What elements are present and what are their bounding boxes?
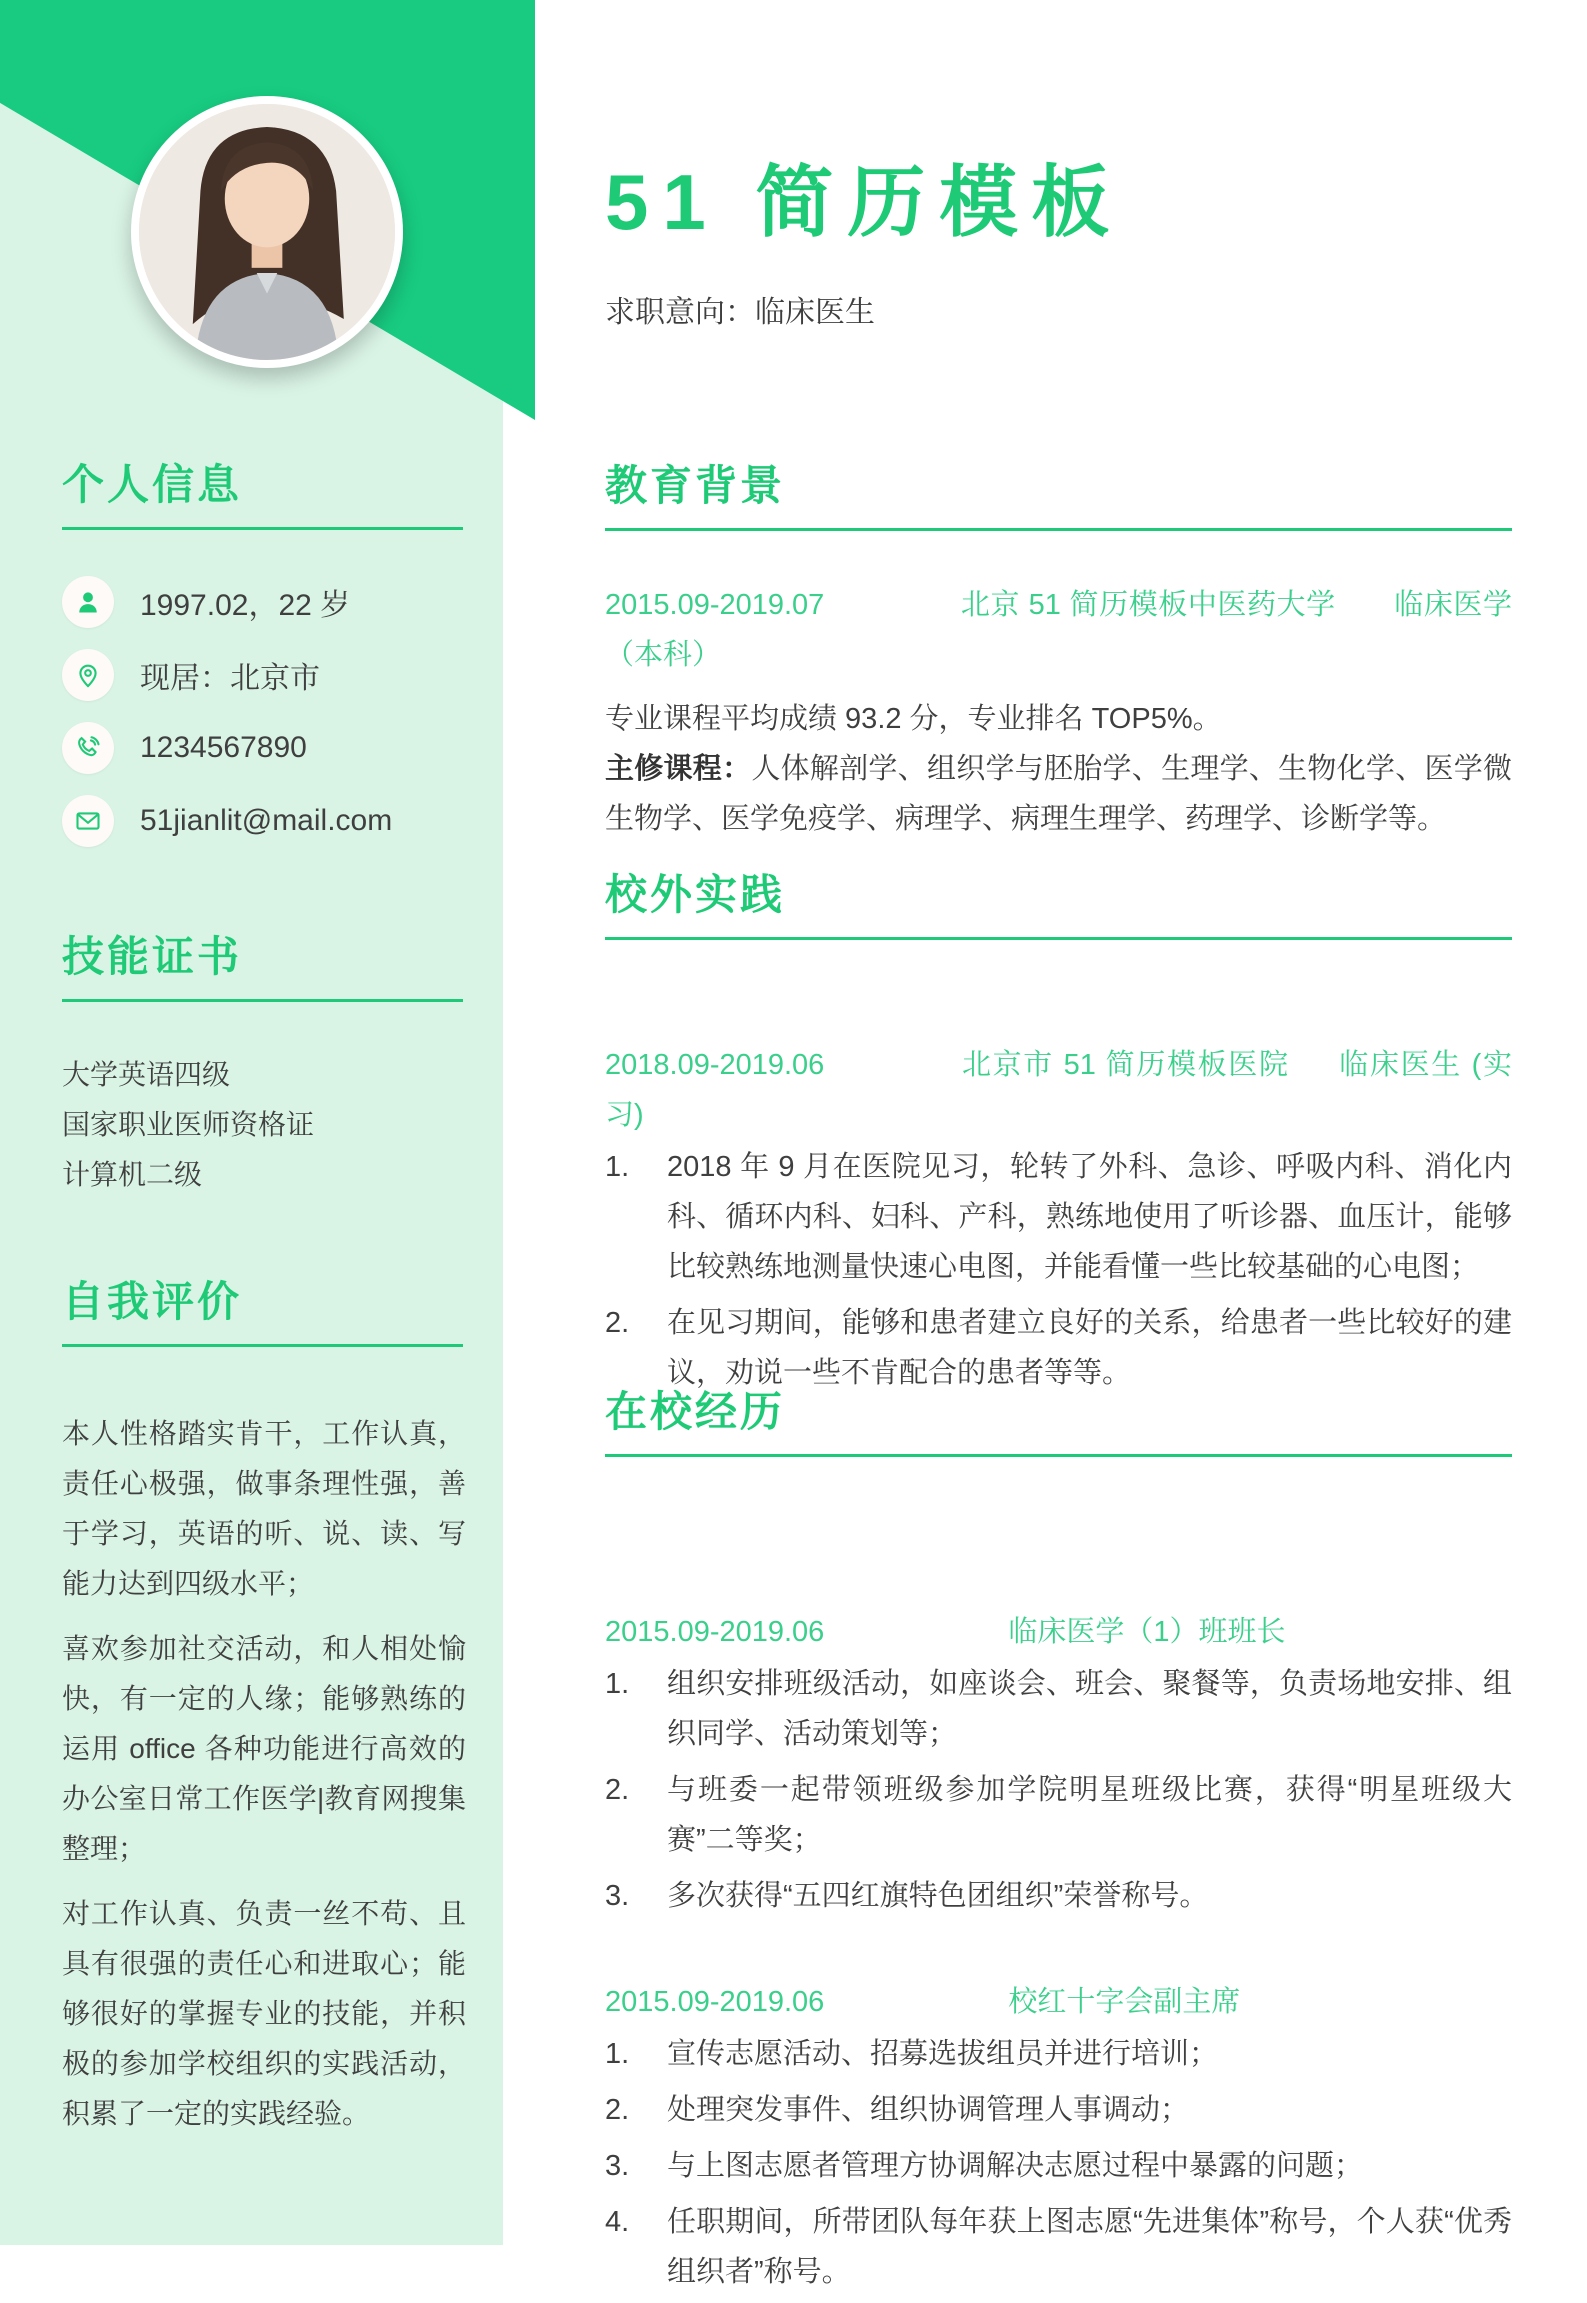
- campus-entry-line: [605, 1607, 1512, 1657]
- info-row-email: [62, 795, 466, 847]
- section-divider: [62, 999, 463, 1002]
- campus-section: [605, 1390, 1512, 2303]
- campus-item: 处理突发事件、组织协调管理人事调动；: [667, 2094, 1190, 2126]
- self-evaluation-paragraph: 本人性格踏实肯干，工作认真，责任心极强，做事条理性强，善于学习，英语的听、说、读、写能力达到四级水平；: [62, 1418, 466, 1599]
- certificate-item: 计算机二级: [62, 1159, 203, 1190]
- campus-item: 宣传志愿活动、招募选拔组员并进行培训；: [667, 2038, 1219, 2070]
- practice-entry-line: [605, 1040, 1512, 1140]
- self-evaluation-heading: 自我评价: [62, 1278, 243, 1325]
- practice-item-list: [605, 1142, 1512, 1398]
- practice-item: 在见习期间，能够和患者建立良好的关系，给患者一些比较好的建议，劝说一些不肯配合的患者等等。: [667, 1307, 1512, 1389]
- practice-item: 2018 年 9 月在医院见习，轮转了外科、急诊、呼吸内科、消化内科、循环内科、妇科、产科，熟练地使用了听诊器、血压计，能够比较熟练地测量快速心电图，并能看懂一些比较基础的心电图；: [667, 1151, 1512, 1283]
- education-date: 2015.09-2019.07: [605, 589, 825, 621]
- avatar: [131, 96, 403, 368]
- certificates-heading: 技能证书: [62, 933, 243, 980]
- phone-text: 1234567890: [140, 731, 307, 764]
- practice-date: 2018.09-2019.06: [605, 1049, 825, 1081]
- self-evaluation-section: [62, 1280, 466, 2154]
- job-objective: 求职意向：临床医生: [605, 296, 875, 329]
- location-icon: [62, 649, 114, 701]
- section-divider: [62, 1344, 463, 1347]
- sidebar: [0, 0, 503, 2245]
- practice-section: [605, 873, 1512, 1404]
- practice-org: 北京市 51 简历模板医院: [960, 1049, 1290, 1081]
- info-row-age: [62, 576, 466, 628]
- education-score: 专业课程平均成绩 93.2 分，专业排名 TOP5%。: [605, 703, 1222, 735]
- avatar-illustration: [139, 104, 395, 360]
- personal-info-heading: 个人信息: [62, 461, 243, 508]
- certificate-item: 大学英语四级: [62, 1059, 231, 1090]
- campus-item-list: [605, 2029, 1512, 2297]
- campus-item: 组织安排班级活动，如座谈会、班会、聚餐等，负责场地安排、组织同学、活动策划等；: [667, 1668, 1512, 1750]
- page-title: 51 简历模板: [605, 158, 1124, 246]
- education-courses: [605, 744, 1512, 844]
- campus-entry-role: 校红十字会副主席: [1008, 1986, 1241, 2018]
- campus-entry-role: 临床医学（1）班班长: [1008, 1616, 1286, 1648]
- practice-role: 临床医生 (实习): [605, 1049, 1512, 1131]
- phone-icon: [62, 722, 114, 774]
- education-entry-line: [605, 580, 1512, 680]
- personal-info-section: [62, 463, 466, 868]
- age-text: 1997.02，22 岁: [140, 589, 351, 622]
- campus-entry-date: 2015.09-2019.06: [605, 1616, 825, 1648]
- campus-item: 与上图志愿者管理方协调解决志愿过程中暴露的问题；: [667, 2150, 1364, 2182]
- practice-heading: 校外实践: [605, 871, 786, 918]
- section-divider: [605, 1454, 1512, 1457]
- education-major: 临床医学（本科）: [605, 589, 1512, 671]
- info-row-location: [62, 649, 466, 701]
- self-evaluation-paragraphs: [62, 1409, 466, 2139]
- info-row-phone: [62, 722, 466, 774]
- education-heading: 教育背景: [605, 462, 786, 509]
- campus-entry-date: 2015.09-2019.06: [605, 1986, 825, 2018]
- email-text: 51jianlit@mail.com: [140, 804, 393, 837]
- personal-info-list: [62, 576, 466, 847]
- campus-heading: 在校经历: [605, 1388, 786, 1435]
- education-school: 北京 51 简历模板中医药大学: [960, 589, 1336, 621]
- section-divider: [62, 527, 463, 530]
- email-icon: [62, 795, 114, 847]
- campus-item-list: [605, 1659, 1512, 1921]
- section-divider: [605, 937, 1512, 940]
- self-evaluation-paragraph: 喜欢参加社交活动，和人相处愉快，有一定的人缘；能够熟练的运用 office 各种功能进行高效的办公室日常工作医学|教育网搜集整理；: [62, 1633, 466, 1864]
- campus-entry-line: [605, 1977, 1512, 2027]
- self-evaluation-paragraph: 对工作认真、负责一丝不苟、且具有很强的责任心和进取心；能够很好的掌握专业的技能，并积极的参加学校组织的实践活动，积累了一定的实践经验。: [62, 1898, 466, 2129]
- education-section: [605, 464, 1512, 844]
- courses-text: 人体解剖学、组织学与胚胎学、生理学、生物化学、医学微生物学、医学免疫学、病理学、病理生理学、药理学、诊断学等。: [605, 753, 1512, 835]
- campus-item: 多次获得“五四红旗特色团组织”荣誉称号。: [667, 1880, 1209, 1912]
- certificate-item: 国家职业医师资格证: [62, 1109, 315, 1140]
- certificates-list: [62, 1050, 466, 1200]
- person-icon: [62, 576, 114, 628]
- courses-label: 主修课程：: [605, 753, 752, 785]
- campus-item: 与班委一起带领班级参加学院明星班级比赛，获得“明星班级大赛”二等奖；: [667, 1774, 1512, 1856]
- section-divider: [605, 528, 1512, 531]
- campus-item: 任职期间，所带团队每年获上图志愿“先进集体”称号，个人获“优秀组织者”称号。: [667, 2206, 1512, 2288]
- location-text: 现居：北京市: [140, 662, 320, 695]
- certificates-section: [62, 935, 466, 1200]
